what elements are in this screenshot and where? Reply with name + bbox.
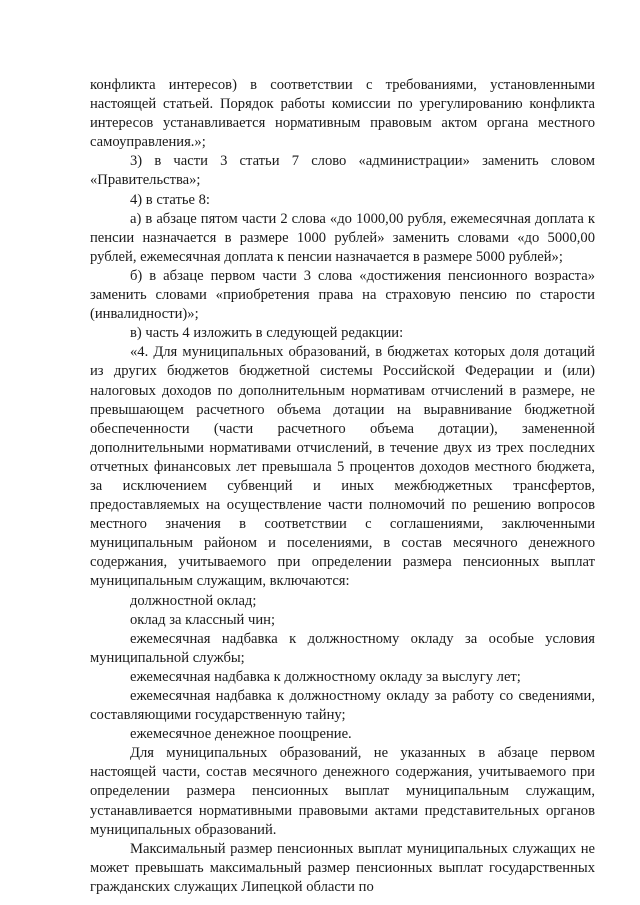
list-item-official-salary: должностной оклад; (130, 592, 257, 609)
paragraph-item-3: 3) в части 3 статьи 7 слово «администрации» заменить словом «Правительства»; (90, 153, 595, 189)
document-text-body (90, 76, 595, 897)
paragraph-maximum-pension: Максимальный размер пенсионных выплат муниципальных служащих не может превышать максимальный размер пенсионных выплат государственных гражданских служащих Липецкой области по (90, 840, 595, 895)
paragraph-other-municipalities: Для муниципальных образований, не указанных в абзаце первом настоящей части, состав месячного денежного содержания, учитываемого при определении размера пенсионных выплат муниципальным служащим, устанавливается нормативными правовыми актами представительных органов муниципальных образований. (90, 745, 595, 838)
paragraph-item-4: 4) в статье 8: (130, 191, 210, 208)
paragraph-conflict-commission: конфликта интересов) в соответствии с требованиями, установленными настоящей статьей. Порядок работы комиссии по урегулированию конфликта интересов устанавливается нормативным правовым актом органа местного самоуправления.»; (90, 77, 595, 151)
paragraph-item-4b: б) в абзаце первом части 3 слова «достижения пенсионного возраста» заменить словами «приобретения права на страховую пенсию по старости (инвалидности)»; (90, 267, 595, 323)
paragraph-item-4a: а) в абзаце пятом части 2 слова «до 1000,00 рубля, ежемесячная доплата к пенсии назначается в размере 1000 рублей» заменить словами «до 5000,00 рублей, ежемесячная доплата к пенсии назначается в размере 5000 рублей»; (90, 210, 595, 265)
list-item-state-secret-bonus: ежемесячная надбавка к должностному окладу за работу со сведениями, составляющими государственную тайну; (90, 688, 595, 724)
list-item-monthly-incentive: ежемесячное денежное поощрение. (130, 726, 352, 743)
list-item-special-conditions-bonus: ежемесячная надбавка к должностному окладу за особые условия муниципальной службы; (90, 630, 595, 666)
paragraph-part-4-text: «4. Для муниципальных образований, в бюджетах которых доля дотаций из других бюджетов бюджетной системы Российской Федерации и (или) налоговых доходов по дополнительным нормативам отчислений в размере, не превышающем расчетного объема дотации на выравнивание бюджетной обеспеченности (части расчетного объема дотации), замененной дополнительными нормативами отчислений, в течение двух из трех последних отчетных финансовых лет превышала 5 процентов доходов местного бюджета, за исключением субвенций и иных межбюджетных трансфертов, предоставляемых на осуществление части полномочий по решению вопросов местного значения в соответствии с соглашениями, заключенными муниципальным районом и поселениями, в состав месячного денежного содержания, учитываемого при определении размера пенсионных выплат муниципальным служащим, включаются: (90, 344, 595, 590)
list-item-class-rank-salary: оклад за классный чин; (130, 611, 276, 628)
paragraph-item-4v: в) часть 4 изложить в следующей редакции: (130, 325, 404, 342)
list-item-seniority-bonus: ежемесячная надбавка к должностному окладу за выслугу лет; (130, 668, 521, 685)
